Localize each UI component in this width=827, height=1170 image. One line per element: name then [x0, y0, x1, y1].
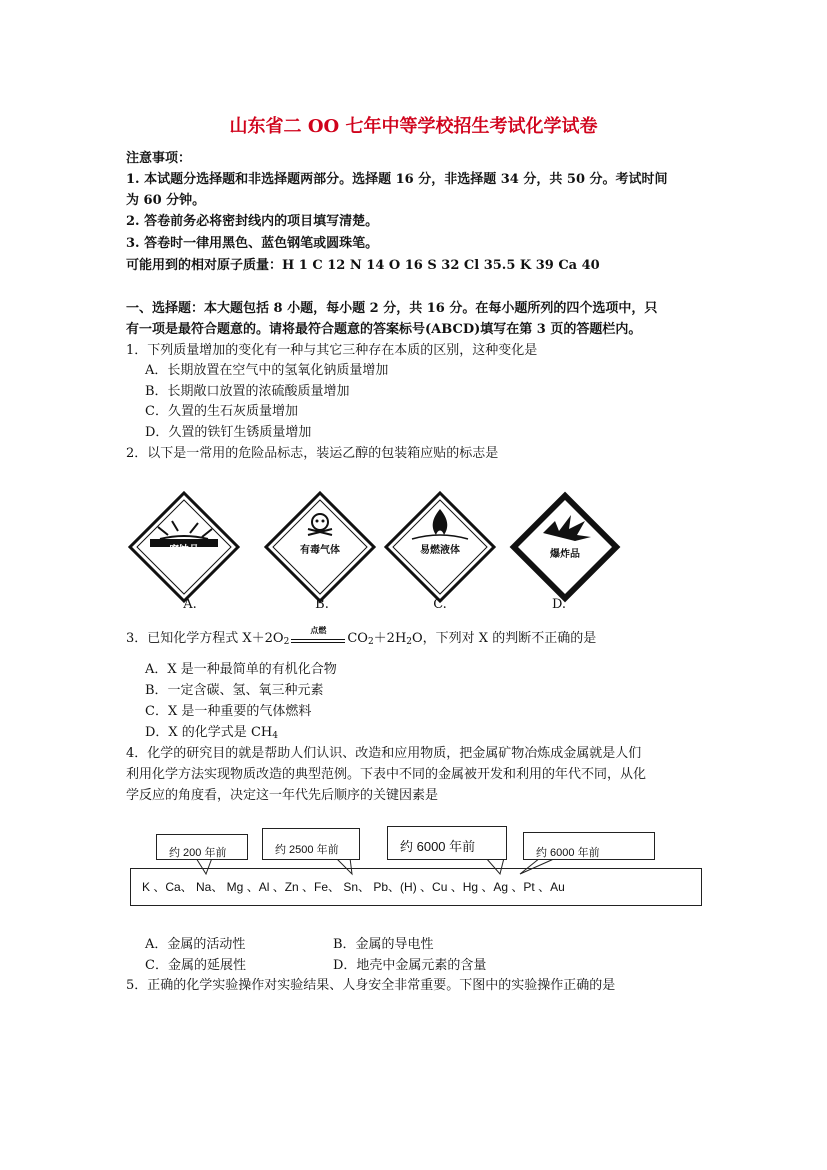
notice-item-1-cont: 为 60 分钟。 — [126, 193, 206, 208]
q4-option-c: C．金属的延展性 — [145, 958, 246, 973]
q4-stem-line-3: 学反应的角度看，决定这一年代先后顺序的关键因素是 — [126, 788, 439, 803]
reaction-arrow: 点燃 — [289, 630, 347, 648]
q4-option-d: D．地壳中金属元素的含量 — [333, 958, 487, 973]
sign-letter-d: D. — [551, 597, 567, 612]
q4-option-b: B．金属的导电性 — [333, 937, 434, 952]
q1-option-c: C．久置的生石灰质量增加 — [145, 404, 298, 419]
q4-option-a: A．金属的活动性 — [145, 937, 246, 952]
section-1-line-1: 一、选择题：本大题包括 8 小题，每小题 2 分，共 16 分。在每小题所列的四个选项中，只 — [126, 301, 658, 316]
q3-option-b: B．一定含碳、氢、氧三种元素 — [145, 683, 324, 698]
q1-option-b: B．长期敞口放置的浓硫酸质量增加 — [145, 384, 350, 399]
sign-letter-c: C. — [433, 597, 447, 612]
notice-heading: 注意事项： — [126, 151, 192, 166]
q4-stem-line-2: 利用化学方法实现物质改造的典型范例。下表中不同的金属被开发和利用的年代不同，从化 — [126, 767, 647, 782]
callout-200-years: 约 200 年前 — [156, 834, 248, 860]
flammable-liquid-sign — [384, 491, 496, 613]
notice-item-3: 3. 答卷时一律用黑色、蓝色钢笔或圆珠笔。 — [126, 236, 379, 251]
explosive-sign — [509, 491, 621, 613]
q1-option-d: D．久置的铁钉生锈质量增加 — [145, 425, 312, 440]
sign-label-b: 有毒气体 — [300, 545, 340, 556]
q3-stem: 3．已知化学方程式 $X+2O_2$ 点燃 $CO_2+2H_2O$，下列对 X 的判断不正确的是 — [126, 625, 597, 647]
callout-2500-years: 约 2500 年前 — [262, 828, 360, 860]
q5-stem: 5．正确的化学实验操作对实验结果、人身安全非常重要。下图中的实验操作正确的是 — [126, 978, 616, 993]
callout-6000-years-a: 约 6000 年前 — [387, 826, 507, 860]
sign-label-c: 易燃液体 — [420, 545, 460, 556]
q3-option-a: A．X 是一种最简单的有机化合物 — [145, 662, 337, 677]
section-1-line-2: 有一项是最符合题意的。请将最符合题意的答案标号(ABCD)填写在第 3 页的答题栏内。 — [126, 322, 642, 337]
sign-label-a: 腐蚀品 — [169, 545, 199, 556]
q1-stem: 1．下列质量增加的变化有一种与其它三种存在本质的区别，这种变化是 — [126, 343, 538, 358]
notice-item-2: 2. 答卷前务必将密封线内的项目填写清楚。 — [126, 214, 379, 229]
sign-letter-a: A. — [183, 597, 197, 612]
notice-item-1: 1. 本试题分选择题和非选择题两部分。选择题 16 分，非选择题 34 分，共 50 分。考试时间 — [126, 172, 668, 187]
q4-stem-line-1: 4．化学的研究目的就是帮助人们认识、改造和应用物质，把金属矿物冶炼成金属就是人们 — [126, 746, 642, 761]
sign-label-d: 爆炸品 — [550, 549, 580, 560]
metal-activity-series: K 、Ca、 Na、 Mg 、Al 、Zn 、Fe、 Sn、 Pb、(H) 、Cu 、Hg 、Ag 、Pt 、Au — [142, 880, 565, 894]
atomic-mass-line: 可能用到的相对原子质量：H 1 C 12 N 14 O 16 S 32 Cl 35.5 K 39 Ca 40 — [126, 258, 600, 273]
exam-title: 山东省二 OO 七年中等学校招生考试化学试卷 — [229, 116, 598, 137]
flame-icon — [433, 509, 448, 535]
skull-icon — [312, 514, 328, 530]
callout-6000-years-b: 约 6000 年前 — [523, 832, 655, 860]
q3-option-c: C．X 是一种重要的气体燃料 — [145, 704, 312, 719]
sign-letter-b: B. — [315, 597, 329, 612]
q1-option-a: A．长期放置在空气中的氢氧化钠质量增加 — [145, 363, 389, 378]
q2-stem: 2．以下是一常用的危险品标志，装运乙醇的包装箱应贴的标志是 — [126, 446, 499, 461]
q3-option-d: D．X 的化学式是 $CH_4$ — [145, 725, 278, 741]
corrosive-sign — [128, 491, 240, 613]
toxic-gas-sign — [264, 491, 376, 613]
